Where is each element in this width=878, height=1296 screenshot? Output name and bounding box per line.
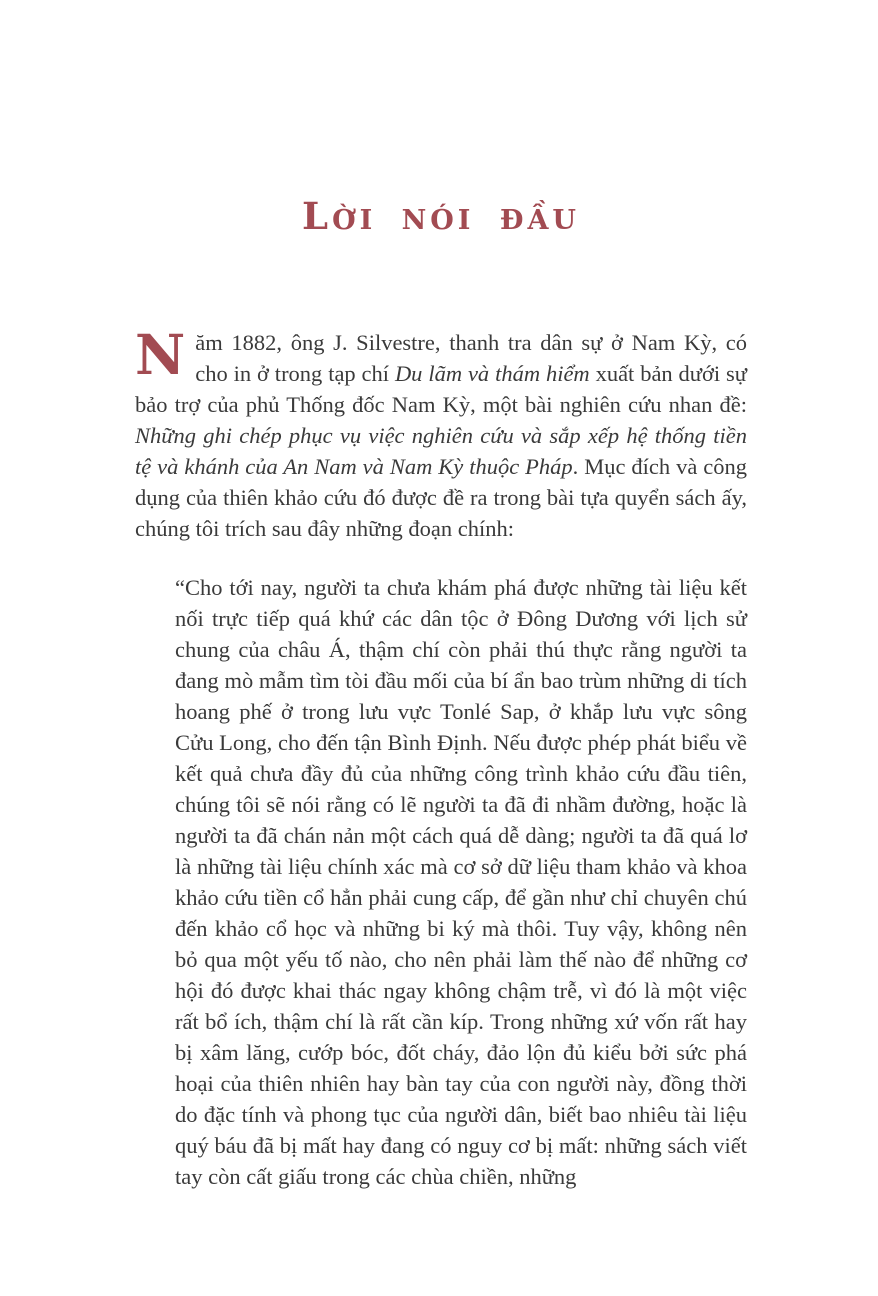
intro-paragraph-text: ăm 1882, ông J. Silvestre, thanh tra dân sự ở Nam Kỳ, có cho in ở trong tạp chí Du lãm và thám hiểm xuất bản dưới sự bảo trợ của phủ Thống đốc Nam Kỳ, một bài nghiên cứu nhan đề: Những ghi chép phục vụ việc nghiên cứu và sắp xếp hệ thống tiền tệ và khánh của An Nam và Nam Kỳ thuộc Pháp. Mục đích và công dụng của thiên khảo cứu đó được đề ra trong bài tựa quyển sách ấy, chúng tôi trích sau đây những đoạn chính: <box>135 330 747 541</box>
chapter-title: LỜI NÓI ĐẦU <box>302 194 580 238</box>
intro-paragraph <box>135 322 747 544</box>
drop-cap: N <box>135 322 186 387</box>
quote-paragraph: “Cho tới nay, người ta chưa khám phá được những tài liệu kết nối trực tiếp quá khứ các dân tộc ở Đông Dương với lịch sử chung của châu Á, thậm chí còn phải thú thực rằng người ta đang mò mẫm tìm tòi đầu mối của bí ẩn bao trùm những di tích hoang phế ở trong lưu vực Tonlé Sap, ở khắp lưu vực sông Cửu Long, cho đến tận Bình Định. Nếu được phép phát biểu về kết quả chưa đầy đủ của những công trình khảo cứu đầu tiên, chúng tôi sẽ nói rằng có lẽ người ta đã đi nhầm đường, hoặc là người ta đã chán nản một cách quá dễ dàng; người ta đã quá lơ là những tài liệu chính xác mà cơ sở dữ liệu tham khảo và khoa khảo cứu tiền cổ hẳn phải cung cấp, để gần như chỉ chuyên chú đến khảo cổ học và những bi ký mà thôi. Tuy vậy, không nên bỏ qua một yếu tố nào, cho nên phải làm thế nào để những cơ hội đó được khai thác ngay không chậm trễ, vì đó là một việc rất bổ ích, thậm chí là rất cần kíp. Trong những xứ vốn rất hay bị xâm lăng, cướp bóc, đốt cháy, đảo lộn đủ kiểu bởi sức phá hoại của thiên nhiên hay bàn tay của con người này, đồng thời do đặc tính và phong tục của người dân, biết bao nhiêu tài liệu quý báu đã bị mất hay đang có nguy cơ bị mất: những sách viết tay còn cất giấu trong các chùa chiền, những <box>175 575 747 1189</box>
